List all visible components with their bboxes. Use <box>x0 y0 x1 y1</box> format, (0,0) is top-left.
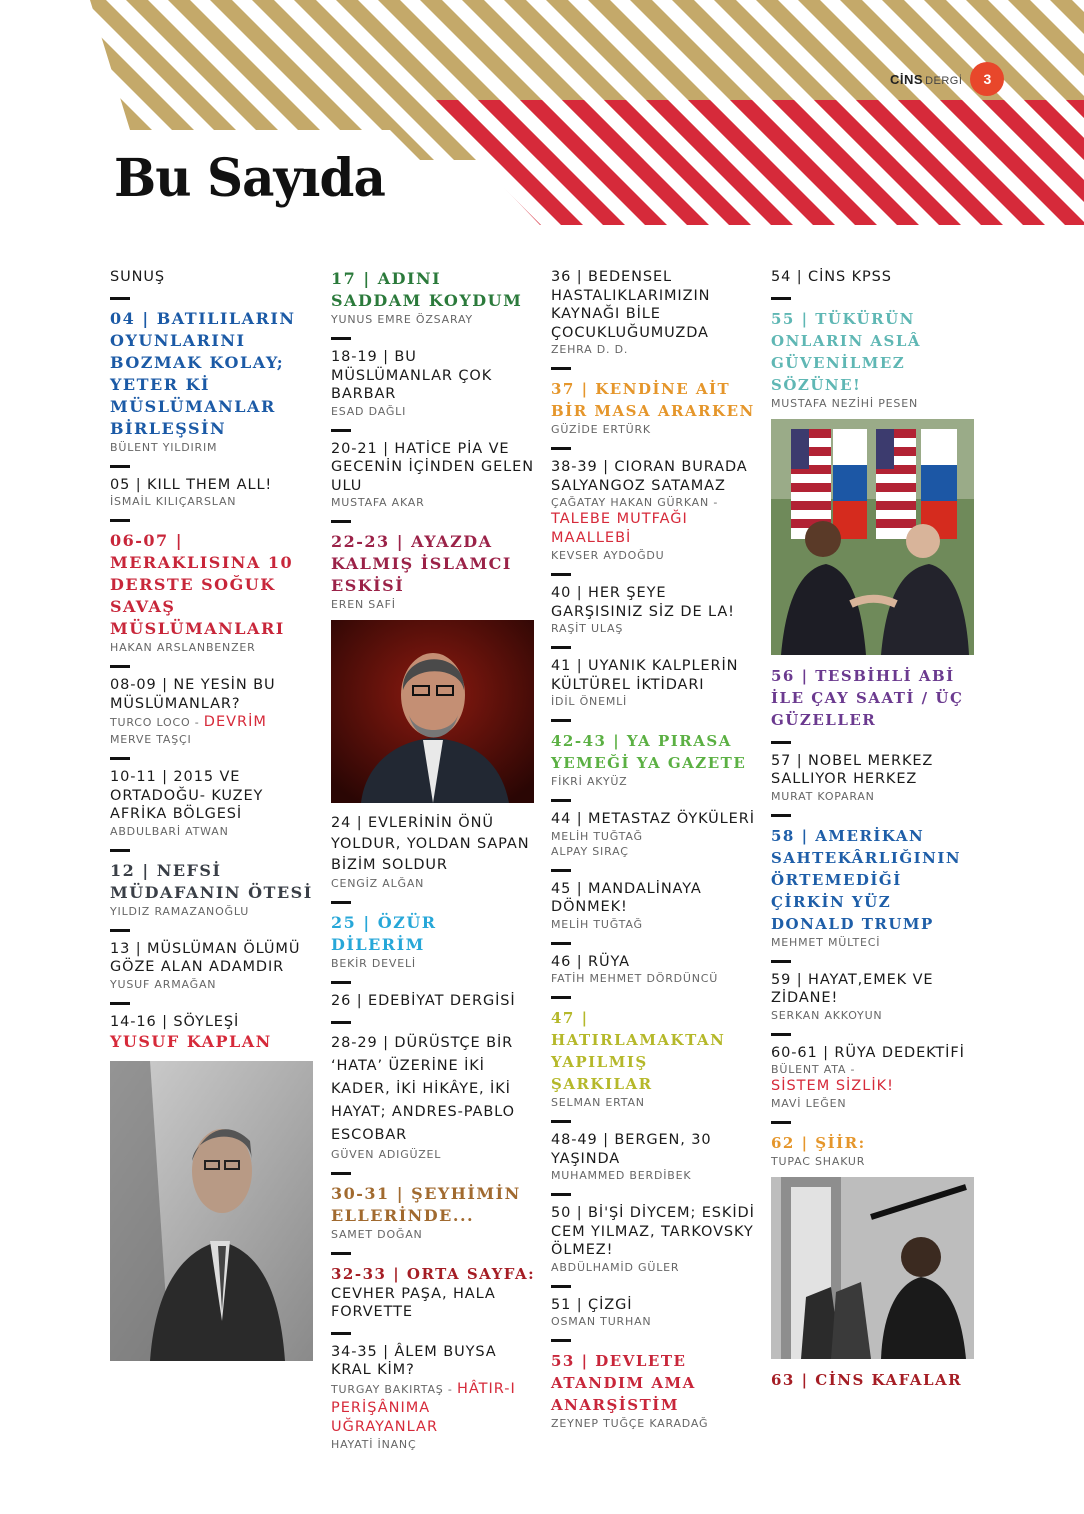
entry-author: FİKRİ AKYÜZ <box>551 775 628 788</box>
toc-entry <box>551 1296 756 1343</box>
entry-title: 46 | RÜYA <box>551 953 630 970</box>
entry-author: OSMAN TURHAN <box>551 1315 652 1328</box>
entry-subtitle: CEVHER PAŞA, HALA FORVETTE <box>331 1285 496 1320</box>
stripe <box>966 0 1084 225</box>
toc-entry <box>110 476 315 523</box>
toc-entry <box>110 268 315 300</box>
toc-entry <box>331 531 536 612</box>
toc-column-4 <box>771 268 976 1399</box>
entry-title: 51 | ÇİZGİ <box>551 1296 633 1313</box>
entry-author: HAKAN ARSLANBENZER <box>110 641 256 654</box>
entry-title: 58 | AMERİKAN SAHTEKÂRLIĞININ ÖRTEMEDİĞİ ÇİRKİN YÜZ DONALD TRUMP <box>771 826 962 933</box>
toc-entry <box>331 813 536 904</box>
entry-title: 20-21 | HATİCE PİA VE GECENİN İÇİNDEN GELEN ULU <box>331 440 534 494</box>
entry-title: 54 | CİNS KPSS <box>771 269 892 285</box>
entry-author: HAYATİ İNANÇ <box>331 1437 417 1451</box>
entry-title: 38-39 | CIORAN BURADA SALYANGOZ SATAMAZ <box>551 459 748 494</box>
entry-author: MERVE TAŞÇI <box>110 733 192 746</box>
entry-title: 45 | MANDALİNAYA DÖNMEK! <box>551 880 702 915</box>
entry-author: FATİH MEHMET DÖRDÜNCÜ <box>551 972 719 985</box>
entry-title: 18-19 | BU MÜSLÜMANLAR ÇOK BARBAR <box>331 349 493 402</box>
entry-author: ABDULBARİ ATWAN <box>110 824 229 838</box>
entry-title: 57 | NOBEL MERKEZ SALLIYOR HERKEZ <box>771 752 934 787</box>
entry-author: BÜLENT ATA - <box>771 1063 856 1076</box>
entry-author: TUPAC SHAKUR <box>771 1155 866 1168</box>
entry-title: 47 | HATIRLAMAKTAN YAPILMIŞ ŞARKILAR <box>551 1009 726 1093</box>
stripe <box>0 0 52 225</box>
entry-author: MURAT KOPARAN <box>771 789 875 803</box>
toc-entry <box>331 912 536 984</box>
toc-entry <box>331 268 536 340</box>
entry-author: İDİL ÖNEMLİ <box>551 695 628 708</box>
entry-title: 05 | KILL THEM ALL! <box>110 476 273 493</box>
entry-author: ALPAY SIRAÇ <box>551 844 629 858</box>
photo-speaker <box>331 620 534 803</box>
toc-entry <box>551 268 756 370</box>
photo-cins-kafalar <box>771 1177 974 1359</box>
entry-author: TURGAY BAKIRTAŞ - <box>331 1382 457 1396</box>
entry-title: 53 | DEVLETE ATANDIM AMA ANARŞİSTİM <box>551 1352 696 1414</box>
entry-author: ZEYNEP TUĞÇE KARADAĞ <box>551 1417 709 1430</box>
entry-author: BEKİR DEVELİ <box>331 957 416 970</box>
toc-entry <box>551 730 756 802</box>
toc-entry <box>551 810 756 872</box>
toc-entry <box>771 1132 976 1169</box>
entry-subtitle: SİSTEM SİZLİK! <box>771 1078 894 1094</box>
toc-entry <box>771 1044 976 1125</box>
entry-author: BÜLENT YILDIRIM <box>110 440 218 454</box>
entry-author: MAVİ LEĞEN <box>771 1097 847 1110</box>
entry-title: 37 | KENDİNE AİT BİR MASA ARARKEN <box>551 380 755 420</box>
entry-title: 44 | METASTAZ ÖYKÜLERİ <box>551 811 755 827</box>
toc-entry <box>110 860 315 932</box>
entry-author: RAŞİT ULAŞ <box>551 622 624 635</box>
entry-author: SERKAN AKKOYUN <box>771 1008 883 1022</box>
stripe <box>0 0 94 225</box>
toc-entry <box>551 378 756 450</box>
toc-entry <box>331 1263 536 1335</box>
entry-author: SELMAN ERTAN <box>551 1096 645 1109</box>
toc-entry <box>331 440 536 524</box>
entry-author: ABDÜLHAMİD GÜLER <box>551 1260 680 1274</box>
entry-author: MELİH TUĞTAĞ <box>551 829 643 843</box>
entry-title: 17 | ADINI SADDAM KOYDUM <box>331 269 523 310</box>
toc-entry <box>331 1032 536 1175</box>
toc-entry <box>110 1013 315 1054</box>
entry-title: 36 | BEDENSEL HASTALIKLARIMIZIN KAYNAĞI BİLE ÇOCUKLUĞUMUZDA <box>551 269 711 341</box>
entry-author: CENGİZ ALĞAN <box>331 877 425 890</box>
entry-title: 48-49 | BERGEN, 30 YAŞINDA <box>551 1132 712 1167</box>
toc-entry <box>771 308 976 411</box>
entry-author: GÜVEN ADIGÜZEL <box>331 1147 442 1161</box>
entry-title: 62 | ŞİİR: <box>771 1134 866 1152</box>
russia-flag-icon <box>921 429 957 539</box>
toc-entry <box>771 971 976 1036</box>
entry-title: 28-29 | DÜRÜSTÇE BİR ‘HATA’ ÜZERİNE İKİ KADER, İKİ HİKÂYE, İKİ HAYAT; ANDRES-PABLO ESCOBAR <box>331 1034 515 1143</box>
toc-entry <box>551 1204 756 1288</box>
toc-entry <box>551 1131 756 1196</box>
entry-title: 13 | MÜSLÜMAN ÖLÜMÜ GÖZE ALAN ADAMDIR <box>110 940 301 975</box>
entry-author: MUHAMMED BERDİBEK <box>551 1169 692 1182</box>
entry-title: 41 | UYANIK KALPLERİN KÜLTÜREL İKTİDARI <box>551 658 739 693</box>
entry-title: 32-33 | ORTA SAYFA: <box>331 1264 536 1283</box>
toc-entry <box>551 1350 756 1431</box>
stripe <box>966 0 1084 225</box>
entry-author: İSMAİL KILIÇARSLAN <box>110 495 237 508</box>
entry-title: SUNUŞ <box>110 269 165 285</box>
toc-entry <box>110 676 315 760</box>
toc-entry <box>110 768 315 852</box>
entry-title: 10-11 | 2015 VE ORTADOĞU- KUZEY AFRİKA BÖLGESİ <box>110 769 264 822</box>
toc-entry <box>771 752 976 817</box>
entry-title: 08-09 | NE YESİN BU MÜSLÜMANLAR? <box>110 677 276 712</box>
entry-title: 60-61 | RÜYA DEDEKTİFİ <box>771 1044 965 1061</box>
toc-column-3 <box>551 268 756 1439</box>
toc-entry <box>551 584 756 649</box>
entry-title: 34-35 | ÂLEM BUYSA KRAL KİM? <box>331 1343 497 1378</box>
stripe <box>0 0 10 225</box>
entry-author: SAMET DOĞAN <box>331 1227 423 1241</box>
entry-title: 12 | NEFSİ MÜDAFANIN ÖTESİ <box>110 860 313 902</box>
entry-subtitle: TALEBE MUTFAĞI MAALLEBİ <box>551 511 688 546</box>
entry-title: 22-23 | AYAZDA KALMIŞ İSLAMCI ESKİSİ <box>331 532 512 595</box>
entry-title: 14-16 | SÖYLEŞİ <box>110 1013 240 1030</box>
photo-yusuf-kaplan <box>110 1061 313 1361</box>
entry-author: MUSTAFA AKAR <box>331 496 425 509</box>
russia-flag-icon <box>833 429 867 539</box>
entry-author: YUSUF ARMAĞAN <box>110 977 217 991</box>
entry-author: ZEHRA D. D. <box>551 343 629 356</box>
entry-author: ESAD DAĞLI <box>331 404 407 418</box>
us-flag-icon <box>876 429 916 539</box>
toc-entry <box>771 825 976 963</box>
photo-handshake <box>771 419 974 655</box>
toc-entry <box>551 657 756 722</box>
toc-entry <box>551 1007 756 1123</box>
entry-title: 42-43 | YA PIRASA YEMEĞİ YA GAZETE <box>551 732 747 772</box>
page-title: Bu Sayıda <box>114 148 385 209</box>
entry-subtitle: HÂTIR-I PERİŞÂNIMA UĞRAYANLAR <box>331 1380 516 1435</box>
page-number-badge: 3 <box>970 62 1004 96</box>
entry-author: YILDIZ RAMAZANOĞLU <box>110 904 250 918</box>
toc-column-2 <box>331 268 536 1460</box>
stripe <box>0 0 52 225</box>
entry-author: MEHMET MÜLTECİ <box>771 935 881 949</box>
entry-title: 04 | BATILILARIN OYUNLARINI BOZMAK KOLAY; YETER Kİ MÜSLÜMANLAR BİRLEŞSİN <box>110 308 296 438</box>
magazine-header <box>890 62 1004 96</box>
toc-entry <box>331 348 536 432</box>
toc-entry <box>110 530 315 668</box>
toc-entry <box>331 1183 536 1255</box>
entry-title: 59 | HAYAT,EMEK VE ZİDANE! <box>771 971 934 1006</box>
entry-title: 30-31 | ŞEYHİMİN ELLERİNDE... <box>331 1183 521 1225</box>
toc-entry <box>771 665 976 744</box>
stripe <box>0 0 94 225</box>
toc-entry <box>551 953 756 1000</box>
entry-title: 25 | ÖZÜR DİLERİM <box>331 913 437 954</box>
stripe <box>0 0 10 225</box>
entry-author: GÜZİDE ERTÜRK <box>551 423 651 436</box>
entry-subtitle: DEVRİM <box>203 714 267 730</box>
entry-author: ÇAĞATAY HAKAN GÜRKAN - <box>551 496 719 509</box>
toc-entry <box>771 268 976 300</box>
toc-column-1 <box>110 268 315 1371</box>
toc-entry <box>331 992 536 1024</box>
entry-title: 56 | TESBİHLİ ABİ İLE ÇAY SAATİ / ÜÇ GÜZELLER <box>771 666 964 729</box>
entry-title: 26 | EDEBİYAT DERGİSİ <box>331 993 516 1009</box>
entry-author: MELİH TUĞTAĞ <box>551 917 643 931</box>
toc-entry <box>771 1369 976 1391</box>
toc-entry <box>110 940 315 1005</box>
entry-author: MUSTAFA NEZİHİ PESEN <box>771 396 918 410</box>
toc-entry <box>110 308 315 468</box>
entry-subtitle: YUSUF KAPLAN <box>110 1032 272 1051</box>
entry-author: KEVSER AYDOĞDU <box>551 549 665 562</box>
entry-title: 63 | CİNS KAFALAR <box>771 1371 963 1389</box>
entry-title: 24 | EVLERİNİN ÖNÜ YOLDUR, YOLDAN SAPAN BİZİM SOLDUR <box>331 815 530 873</box>
toc-entry <box>551 458 756 576</box>
entry-title: 50 | Bİ'Şİ DİYCEM; ESKİDİ CEM YILMAZ, TARKOVSKY ÖLMEZ! <box>551 1205 755 1258</box>
entry-title: 55 | TÜKÜRÜN ONLARIN ASLÂ GÜVENİLMEZ SÖZÜNE! <box>771 309 922 394</box>
entry-title: 40 | HER ŞEYE GARŞISINIZ SİZ DE LA! <box>551 585 735 620</box>
toc-entry <box>551 880 756 945</box>
brand-name: CİNS DERGİ <box>890 71 963 87</box>
entry-author: YUNUS EMRE ÖZSARAY <box>331 313 473 326</box>
entry-author: TURCO LOCO - <box>110 716 204 729</box>
entry-author: EREN SAFİ <box>331 598 396 611</box>
toc-entry <box>331 1343 536 1452</box>
entry-title: 06-07 | MERAKLISINA 10 DERSTE SOĞUK SAVAŞ MÜSLÜMANLARI <box>110 531 294 638</box>
